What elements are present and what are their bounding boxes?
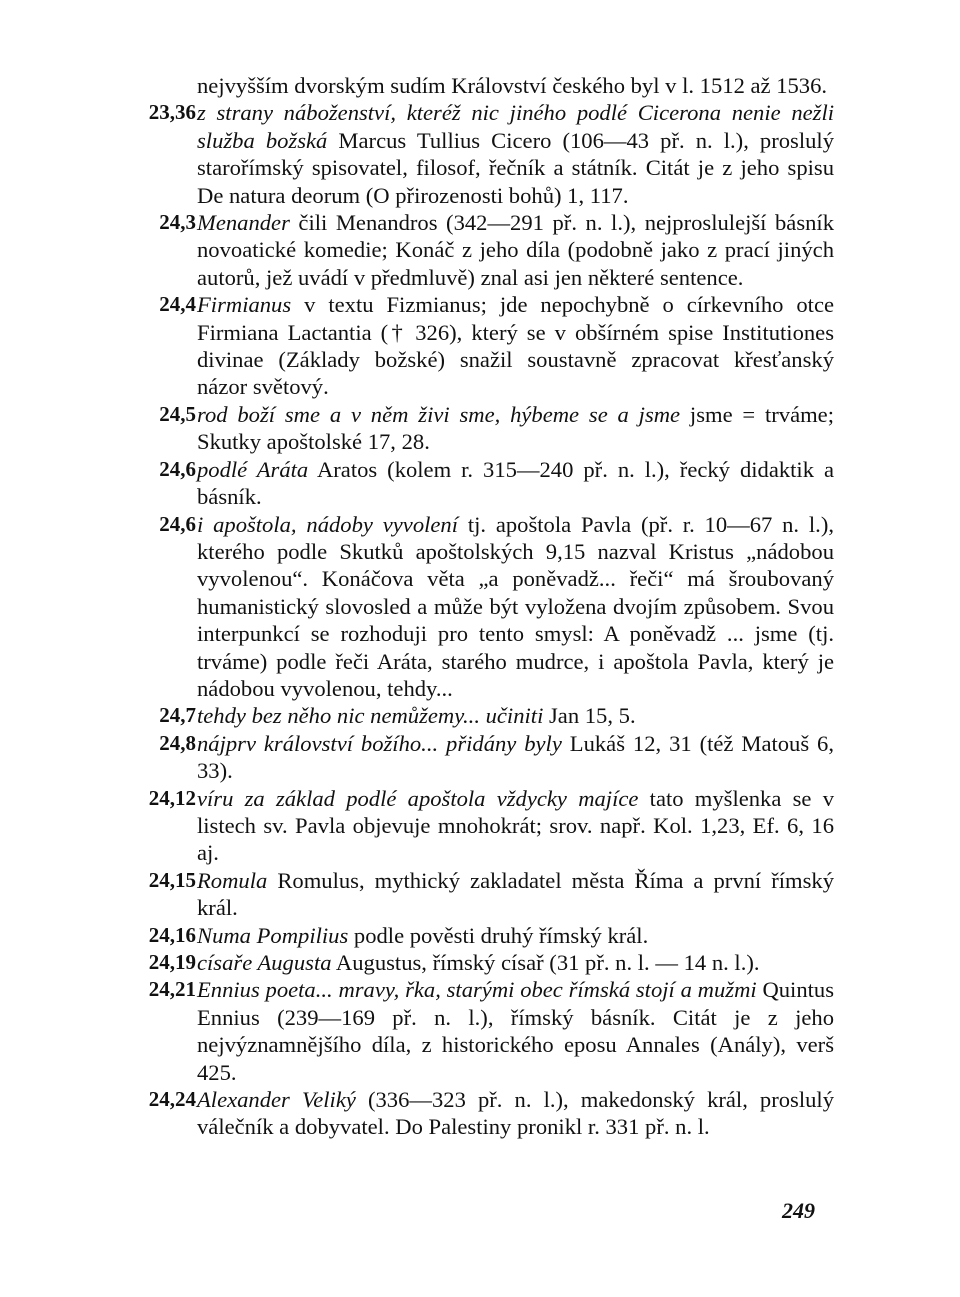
note-reference: 23,36	[148, 100, 196, 125]
note-body	[197, 730, 834, 785]
note-text: Aratos (kolem r. 315—240 př. n. l.), řecký didaktik a básník.	[197, 456, 834, 510]
note-text: Romulus, mythický zakladatel města Říma a první římský král.	[197, 867, 834, 921]
note-lemma: nájprv království božího... přidány byly	[197, 730, 562, 756]
note-text: Augustus, římský císař (31 př. n. l. — 14 n. l.).	[331, 950, 760, 975]
note-entry	[118, 976, 834, 1086]
note-reference: 24,12	[148, 785, 196, 810]
note-lemma: Ennius poeta... mravy, řka, starými obec římská stojí a mužmi	[197, 977, 757, 1003]
note-reference: 24,15	[148, 867, 196, 892]
explanatory-notes	[118, 72, 834, 1141]
note-reference: 24,16	[148, 922, 196, 947]
note-text: Jan 15, 5.	[543, 703, 636, 729]
note-entry	[118, 72, 834, 99]
note-text: v textu Fizmianus; jde nepochybně o církevního otce Firmiana Lactantia († 326), který se v obšírném spise Institutiones divinae (Základy božské) snažil soustavně zpracovat křesťanský názor světový.	[197, 292, 834, 400]
note-text: podle pověsti druhý římský král.	[348, 922, 649, 948]
note-lemma: z strany náboženství, kteréž nic jiného podlé Cicerona nenie nežli služba božská	[197, 100, 834, 153]
note-body	[197, 456, 834, 511]
note-text: Marcus Tullius Cicero (106—43 př. n. l.), proslulý starořímský spisovatel, filosof, řečník a státník. Citát je z jeho spisu De natura deorum (O přirozenosti bohů) 1, 117.	[197, 127, 834, 208]
note-text: Quintus Ennius (239—169 př. n. l.), římský básník. Citát je z jeho nejvýznamnějšího díla, z historického eposu Annales (Anály), verš 425.	[197, 977, 835, 1085]
note-entry	[118, 1086, 834, 1141]
note-entry	[118, 511, 834, 703]
note-entry	[118, 456, 834, 511]
note-text: (336—323 př. n. l.), makedonský král, proslulý válečník a dobyvatel. Do Palestiny pronikl r. 331 př. n. l.	[197, 1087, 834, 1140]
note-lemma: víru za základ podlé apoštola vždycky majíce	[197, 785, 639, 811]
note-text: čili Menandros (342—291 př. n. l.), nejproslulejší básník novoatické komedie; Konáč z jeho díla (podobně jako z prací jiných autorů, jež uvádí v předmluvě) znal asi jen některé sentence.	[197, 210, 834, 290]
note-body	[197, 949, 834, 976]
note-lemma: Romula	[197, 867, 268, 893]
note-entry	[118, 922, 834, 949]
note-entry	[118, 785, 834, 867]
note-text: jsme = trváme; Skutky apoštolské 17, 28.	[197, 401, 834, 455]
note-reference: 24,8	[159, 730, 196, 755]
note-reference: 24,6	[159, 511, 196, 536]
note-body	[197, 72, 834, 99]
note-text: Lukáš 12, 31 (též Matouš 6, 33).	[197, 730, 835, 784]
note-text: nejvyšším dvorským sudím Království českého byl v l. 1512 až 1536.	[197, 73, 828, 98]
note-lemma: Alexander Veliký	[197, 1087, 356, 1113]
note-lemma: Numa Pompilius	[197, 922, 349, 948]
note-entry	[118, 949, 834, 976]
note-reference: 24,4	[159, 292, 196, 317]
note-body	[197, 976, 834, 1086]
note-entry	[118, 867, 834, 922]
note-body	[197, 1086, 834, 1141]
note-lemma: Firmianus	[197, 292, 292, 318]
note-reference: 24,5	[159, 401, 196, 426]
page-number: 249	[782, 1198, 815, 1223]
note-reference: 24,24	[148, 1087, 196, 1112]
note-body	[197, 511, 834, 703]
note-entry	[118, 730, 834, 785]
note-entry	[118, 99, 834, 209]
note-body	[197, 867, 834, 922]
note-body	[197, 702, 834, 729]
note-entry	[118, 209, 834, 291]
note-reference: 24,6	[159, 456, 196, 481]
note-lemma: Menander	[197, 210, 290, 236]
note-entry	[118, 401, 834, 456]
note-reference: 24,7	[159, 703, 196, 728]
note-lemma: rod boží sme a v něm živi sme, hýbeme se a jsme	[197, 401, 681, 427]
note-entry	[118, 291, 834, 401]
note-text: tj. apoštola Pavla (př. r. 10—67 n. l.), kterého podle Skutků apoštolských 9,15 nazval Kristus „nádobou vyvolenou“. Konáčova věta „a poněvadž... řeči“ má šroubovaný humanistický slovosled a může být vyložena dvojím způsobem. Svou interpunkcí se rozhoduji pro tento smysl: A poněvadž ... jsme (tj. trváme) podle řeči Aráta, starého mudrce, i apoštola Pavla, který je nádobou vyvolenou, tehdy...	[197, 511, 834, 701]
note-lemma: podlé Aráta	[197, 456, 309, 482]
note-lemma: císaře Augusta	[197, 950, 332, 975]
note-reference: 24,19	[148, 950, 196, 974]
note-body	[197, 209, 834, 291]
note-lemma: i apoštola, nádoby vyvolení	[197, 511, 458, 537]
note-lemma: tehdy bez něho nic nemůžemy... učiniti	[197, 703, 544, 729]
note-body	[197, 922, 834, 949]
note-body	[197, 291, 834, 401]
note-body	[197, 401, 834, 456]
note-body	[197, 99, 834, 209]
note-entry	[118, 702, 834, 729]
note-body	[197, 785, 834, 867]
note-text: tato myšlenka se v listech sv. Pavla objevuje mnohokrát; srov. např. Kol. 1,23, Ef. 6, 16 aj.	[197, 785, 834, 866]
note-reference: 24,3	[159, 210, 196, 235]
note-reference: 24,21	[148, 977, 196, 1002]
